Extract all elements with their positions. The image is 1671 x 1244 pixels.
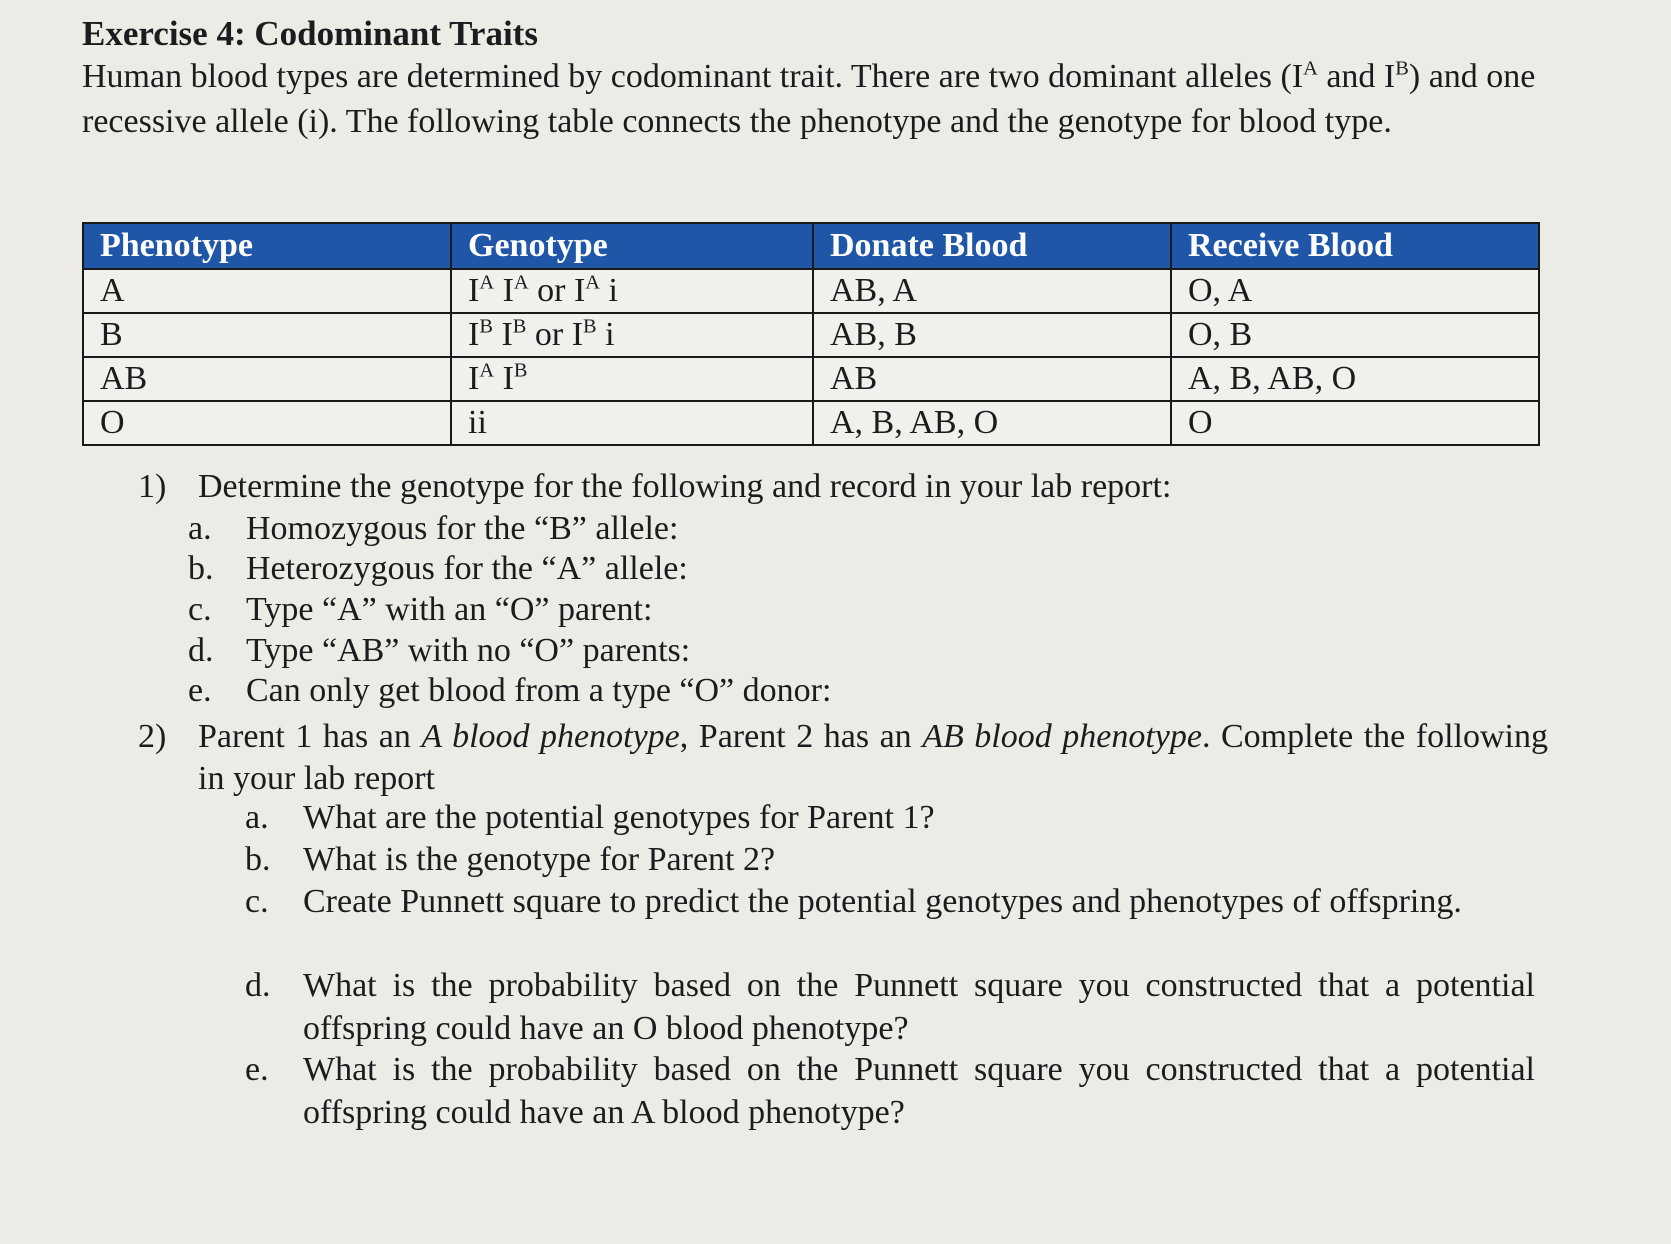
- phenotype-cell: O: [83, 401, 451, 445]
- phenotype-cell: AB: [83, 357, 451, 401]
- table-row: [83, 357, 1539, 401]
- item-letter: c.: [245, 883, 269, 920]
- header-genotype: Genotype: [451, 223, 813, 269]
- item-text: Type “AB” with no “O” parents:: [246, 632, 691, 669]
- item-letter: a.: [245, 799, 269, 836]
- item-letter: d.: [245, 967, 271, 1004]
- item-text: Type “A” with an “O” parent:: [246, 591, 653, 628]
- allele-a-superscript: A: [1303, 57, 1318, 80]
- allele-b-superscript: B: [1395, 57, 1409, 80]
- item-text: Create Punnett square to predict the potential genotypes and phenotypes of offspring.: [303, 883, 1462, 920]
- receive-blood-cell: O: [1171, 401, 1539, 445]
- header-phenotype: Phenotype: [83, 223, 451, 269]
- table-row: [83, 313, 1539, 357]
- donate-blood-cell: AB, A: [813, 269, 1171, 313]
- item-text: Heterozygous for the “A” allele:: [246, 550, 688, 587]
- receive-blood-cell: O, A: [1171, 269, 1539, 313]
- q2-text-b: , Parent 2 has an: [679, 718, 923, 755]
- genotype-cell: $I^B$ $I^B$ or $I^B$ i: [451, 313, 813, 357]
- table-row: [83, 401, 1539, 445]
- item-letter: e.: [188, 672, 212, 709]
- donate-blood-cell: AB: [813, 357, 1171, 401]
- item-text: Can only get blood from a type “O” donor:: [246, 672, 832, 709]
- receive-blood-cell: O, B: [1171, 313, 1539, 357]
- donate-blood-cell: A, B, AB, O: [813, 401, 1171, 445]
- intro-paragraph: [82, 54, 1542, 144]
- item-letter: d.: [188, 632, 214, 669]
- blood-type-table: [82, 222, 1540, 446]
- intro-text-3: ) and one recessive allele (i). The following table connects the phenotype and the genotype for blood type.: [82, 58, 1536, 140]
- item-letter: b.: [245, 841, 271, 878]
- item-letter: c.: [188, 591, 212, 628]
- question-2-text: [198, 716, 1548, 800]
- exercise-title: Exercise 4: Codominant Traits: [82, 14, 538, 53]
- table-header-row: [83, 223, 1539, 269]
- item-text: Homozygous for the “B” allele:: [246, 510, 679, 547]
- question-1-text: Determine the genotype for the following and record in your lab report:: [198, 468, 1172, 505]
- question-1-number: 1): [138, 468, 167, 505]
- receive-blood-cell: A, B, AB, O: [1171, 357, 1539, 401]
- genotype-cell: $I^A$ $I^B$: [451, 357, 813, 401]
- donate-blood-cell: AB, B: [813, 313, 1171, 357]
- phenotype-cell: A: [83, 269, 451, 313]
- phenotype-cell: B: [83, 313, 451, 357]
- genotype-cell: $I^A$ $I^A$ or $I^A$ i: [451, 269, 813, 313]
- table-row: [83, 269, 1539, 313]
- header-receive-blood: Receive Blood: [1171, 223, 1539, 269]
- item-text: What are the potential genotypes for Parent 1?: [303, 799, 935, 836]
- intro-text-2: and I: [1317, 58, 1396, 95]
- q2-text-c: . Complete the following in your lab report: [198, 718, 1549, 797]
- question-2-number: 2): [138, 718, 167, 755]
- q2-italic-b: AB blood phenotype: [922, 718, 1202, 755]
- item-letter: e.: [245, 1051, 269, 1088]
- q2-text-a: Parent 1 has an: [198, 718, 422, 755]
- header-donate-blood: Donate Blood: [813, 223, 1171, 269]
- item-letter: a.: [188, 510, 212, 547]
- intro-text-1: Human blood types are determined by codominant trait. There are two dominant alleles (I: [82, 58, 1304, 95]
- q2-italic-a: A blood phenotype: [421, 718, 680, 755]
- item-text: What is the genotype for Parent 2?: [303, 841, 776, 878]
- item-text: What is the probability based on the Punnett square you constructed that a potential offspring could have an O blood phenotype?: [303, 967, 1535, 1047]
- item-text: What is the probability based on the Punnett square you constructed that a potential offspring could have an A blood phenotype?: [303, 1051, 1535, 1131]
- item-letter: b.: [188, 550, 214, 587]
- genotype-cell: ii: [451, 401, 813, 445]
